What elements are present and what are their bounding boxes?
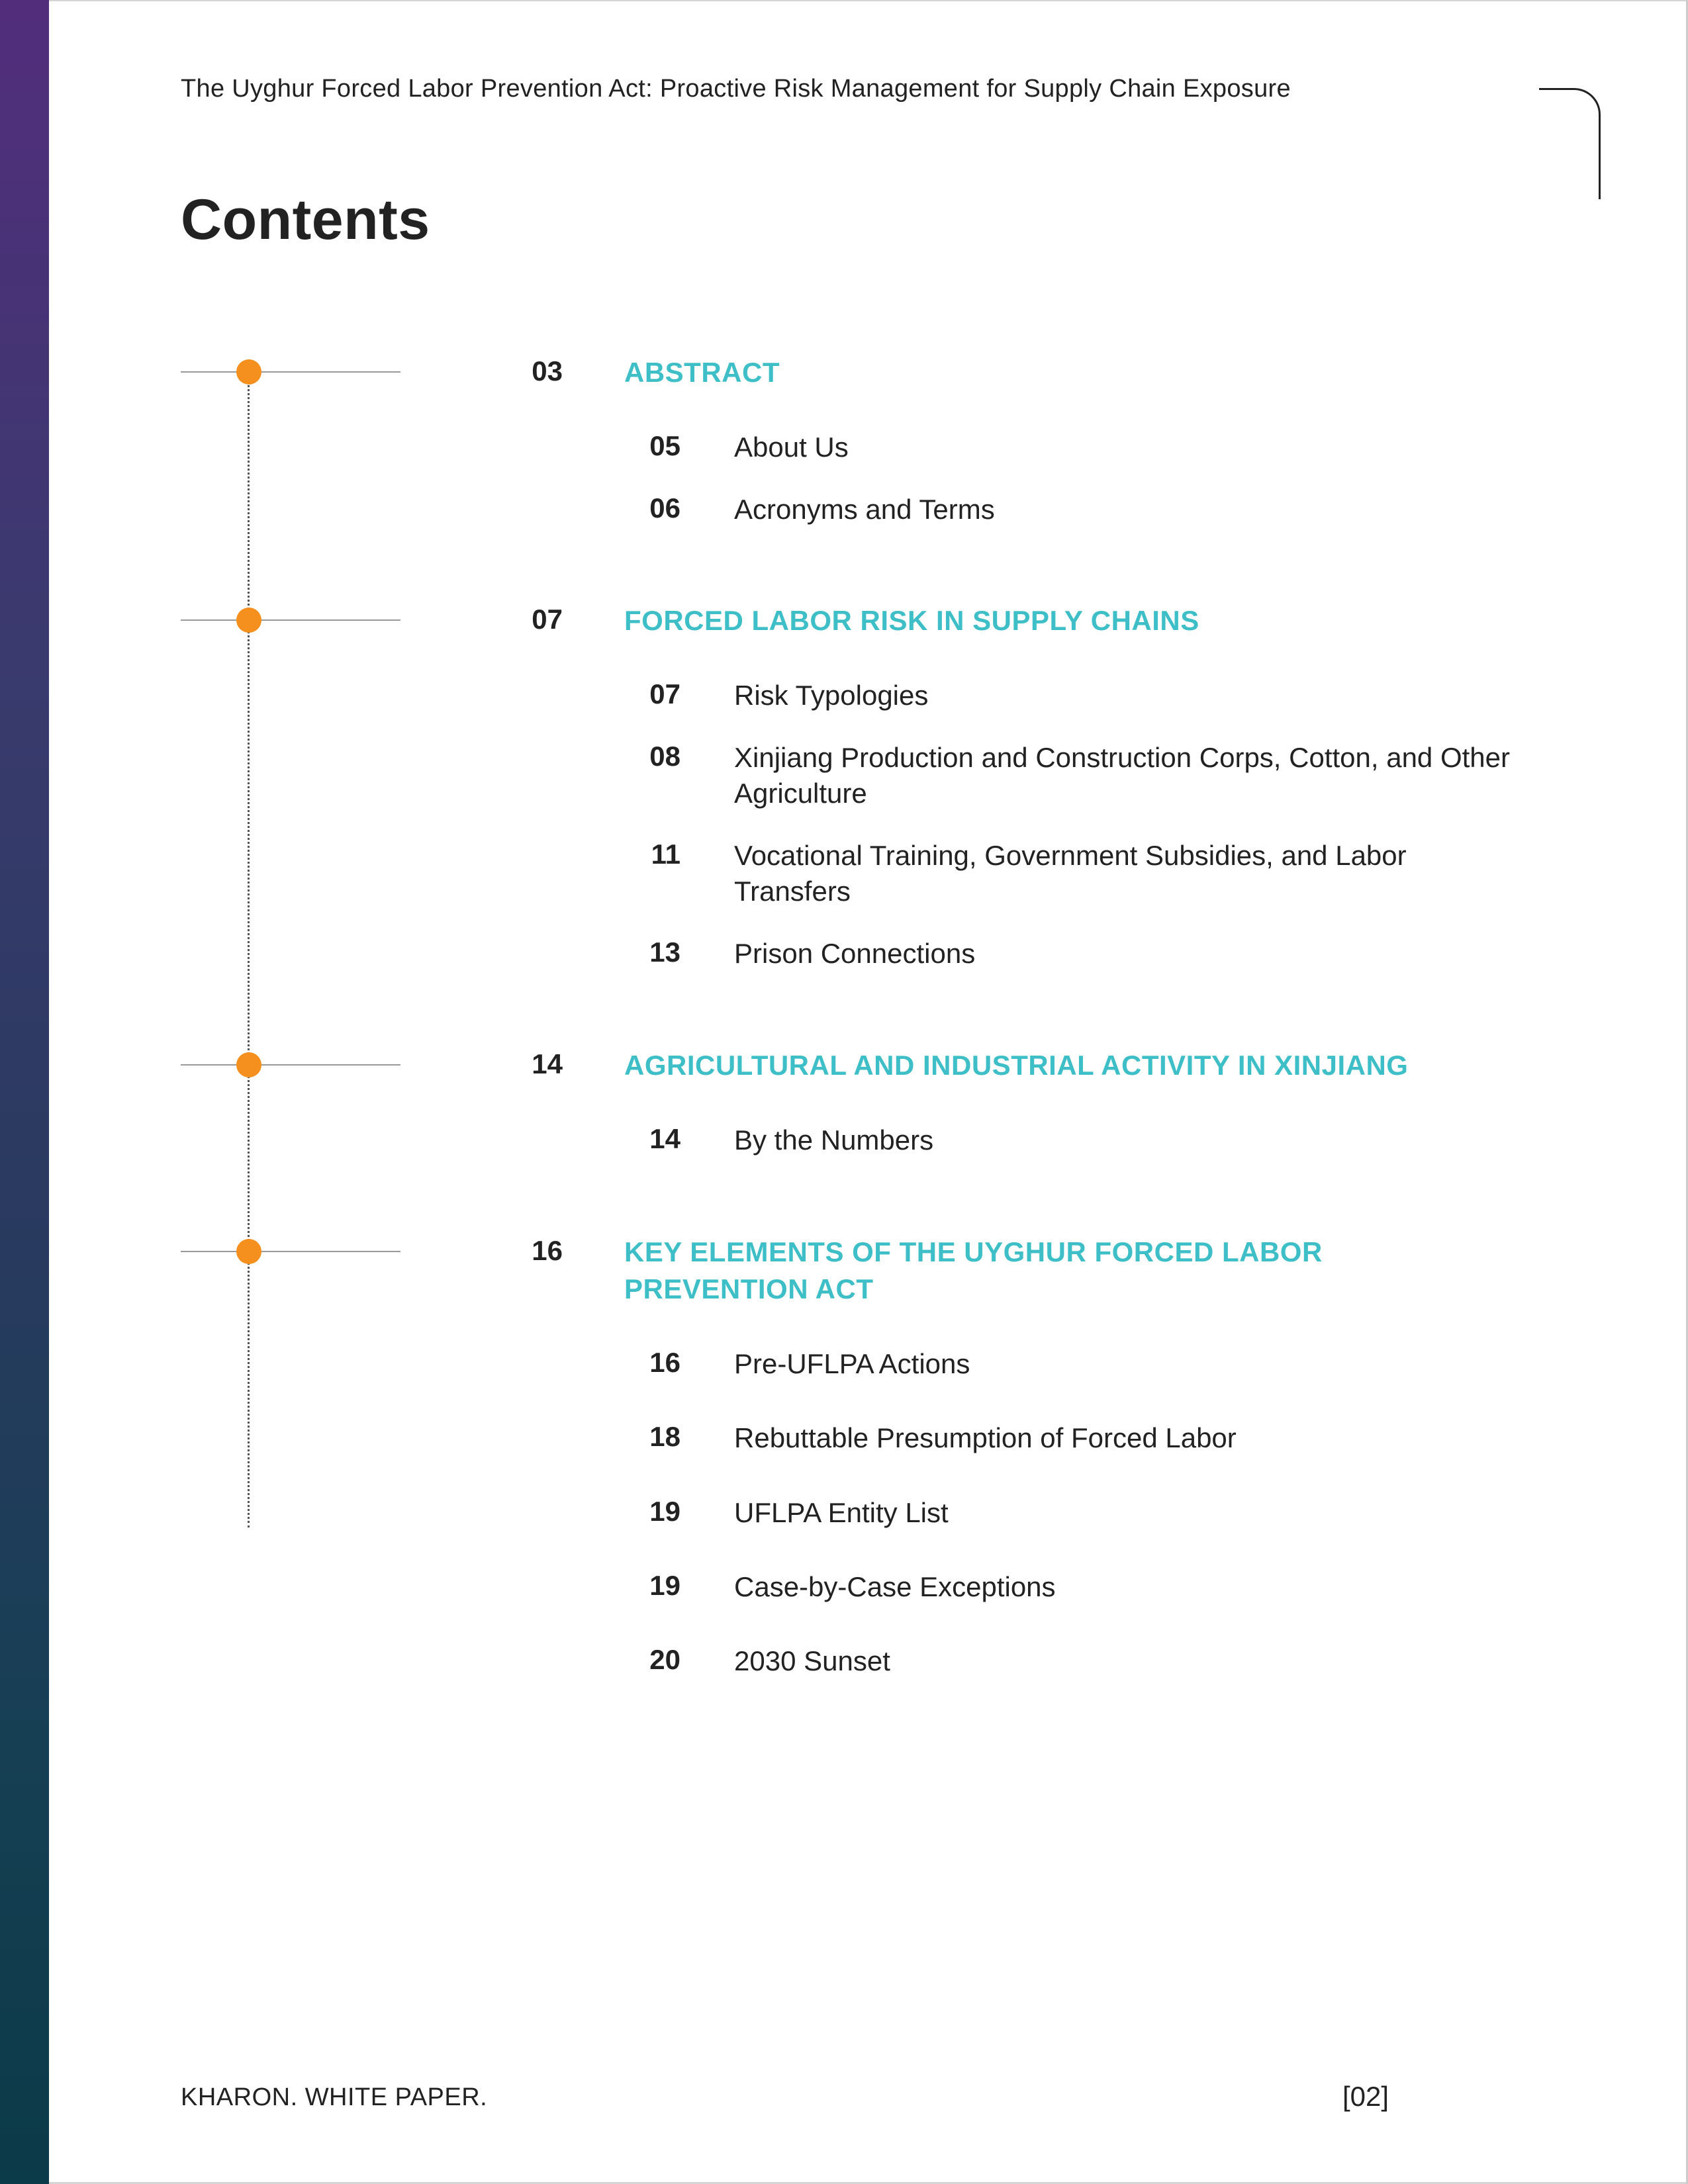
timeline-marker-line (181, 1251, 400, 1252)
toc-item-page[interactable]: 19 (649, 1496, 680, 1527)
toc-section-page[interactable]: 14 (532, 1048, 563, 1079)
timeline-dot-icon (236, 1052, 261, 1077)
page-title: Contents (181, 188, 430, 251)
document-header-title: The Uyghur Forced Labor Prevention Act: Proactive Risk Management for Supply Chain Exposure (181, 75, 1291, 103)
timeline-marker-line (181, 371, 400, 373)
toc-item-title[interactable]: Rebuttable Presumption of Forced Labor (734, 1422, 1237, 1453)
toc-item-page[interactable]: 18 (649, 1421, 680, 1452)
toc-item-page[interactable]: 11 (651, 839, 680, 870)
toc-section-title[interactable]: FORCED LABOR RISK IN SUPPLY CHAINS (624, 605, 1199, 636)
timeline-dot-icon (236, 359, 261, 385)
toc-item-title[interactable]: About Us (734, 432, 849, 463)
toc-item-title[interactable]: Acronyms and Terms (734, 494, 995, 525)
toc-item-title[interactable]: Pre-UFLPA Actions (734, 1348, 970, 1379)
toc-section-page[interactable]: 07 (532, 604, 563, 635)
toc-item-title[interactable]: By the Numbers (734, 1124, 934, 1156)
timeline-dot-icon (236, 608, 261, 633)
timeline-dot-icon (236, 1239, 261, 1264)
toc-item-title[interactable]: 2030 Sunset (734, 1645, 890, 1676)
toc-item-page[interactable]: 14 (649, 1123, 680, 1154)
page-border-top (49, 0, 1688, 1)
footer-brand: KHARON. WHITE PAPER. (181, 2083, 488, 2111)
toc-item-page[interactable]: 13 (649, 936, 680, 968)
toc-item-title[interactable]: Vocational Training, Government Subsidies, and Labor Transfers (734, 840, 1407, 907)
timeline-marker-line (181, 1064, 400, 1066)
timeline-dotted-line (248, 373, 250, 1527)
toc-item-title[interactable]: Risk Typologies (734, 680, 929, 711)
toc-section-page[interactable]: 03 (532, 355, 563, 387)
toc-item-page[interactable]: 06 (649, 492, 680, 523)
toc-item-page[interactable]: 20 (649, 1644, 680, 1675)
toc-item-page[interactable]: 19 (649, 1570, 680, 1601)
toc-section-title[interactable]: ABSTRACT (624, 357, 780, 388)
toc-item-page[interactable]: 07 (649, 678, 680, 709)
corner-bracket-decoration (1539, 88, 1601, 199)
toc-item-page[interactable]: 16 (649, 1347, 680, 1378)
toc-item-page[interactable]: 08 (649, 741, 680, 772)
footer-page-number: [02] (1342, 2081, 1389, 2112)
toc-section-title[interactable]: KEY ELEMENTS OF THE UYGHUR FORCED LABOR PREVENTION ACT (624, 1236, 1323, 1304)
toc-item-title[interactable]: UFLPA Entity List (734, 1497, 949, 1528)
side-gradient-bar (0, 0, 49, 2184)
toc-section-page[interactable]: 16 (532, 1235, 563, 1266)
toc-item-title[interactable]: Case-by-Case Exceptions (734, 1571, 1056, 1602)
toc-item-title[interactable]: Prison Connections (734, 938, 976, 969)
toc-item-title[interactable]: Xinjiang Production and Construction Corps, Cotton, and Other Agriculture (734, 742, 1511, 809)
toc-section-title[interactable]: AGRICULTURAL AND INDUSTRIAL ACTIVITY IN XINJIANG (624, 1050, 1409, 1081)
timeline-marker-line (181, 619, 400, 621)
toc-item-page[interactable]: 05 (649, 430, 680, 461)
